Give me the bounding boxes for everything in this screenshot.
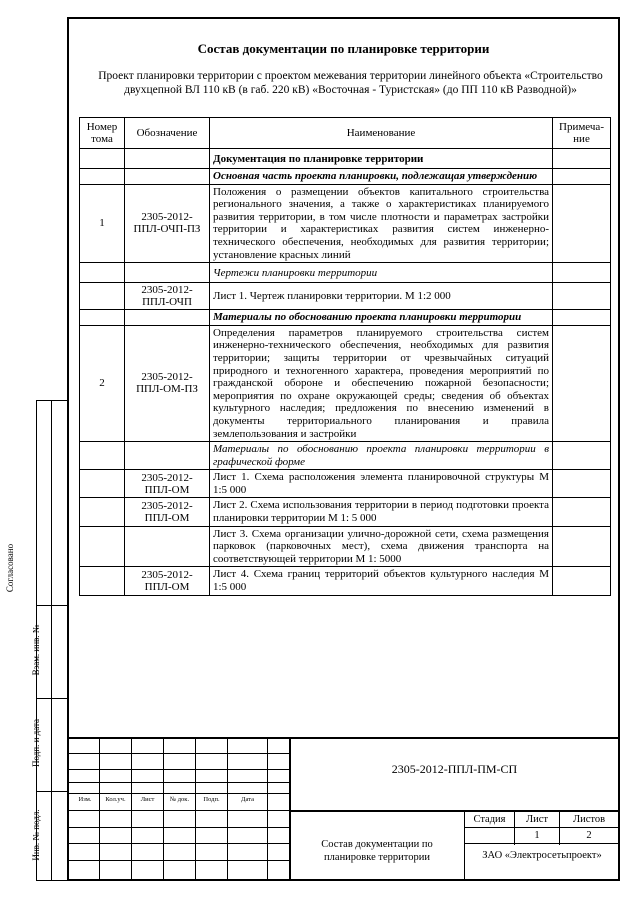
- header-tom: Номер тома: [80, 118, 125, 149]
- doc-code: 2305-2012-ППЛ-ОЧП: [125, 283, 210, 310]
- subsection-title: Основная часть проекта планировки, подлежащая утверждению: [210, 169, 553, 185]
- vzam-inv-label: Взам. инв. №: [31, 624, 41, 676]
- side-line: [36, 791, 67, 792]
- table-row: [80, 263, 611, 283]
- table-row: [80, 325, 611, 441]
- side-strip: [31, 400, 67, 881]
- doc-name: Лист 4. Схема границ территорий объектов культурного наследия М 1:5 000: [210, 567, 553, 595]
- header-name: Наименование: [210, 118, 553, 149]
- doc-name: Определения параметров планируемого строительства систем инженерно-технического обеспечения, необходимых для развития территории; защиты территории от чрезвычайных ситуаций природного и техногенного характера, проведения мероприятий по гражданской обороне и обеспечению пожарной безопасности; мероприятия по охране окружающей среды; сведения об объектах культурного наследия; предложения по внесению изменений в документы территориального планирования и правила землепользования и застройки: [210, 325, 553, 441]
- subsection-title: Материалы по обоснованию проекта планировки территории в графической форме: [210, 442, 553, 470]
- inv-podl-label: Инв. № подл.: [31, 809, 41, 861]
- doc-code: 2305-2012-ППЛ-ОМ: [125, 498, 210, 526]
- list-label: Лист: [526, 814, 548, 825]
- doc-name: Лист 2. Схема использования территории в период подготовки проекта планировки территории М 1: 5 000: [210, 498, 553, 526]
- doc-code: 2305-2012-ППЛ-ОМ: [125, 567, 210, 595]
- stamp-line: [464, 843, 618, 844]
- stamp-line: [289, 737, 291, 881]
- table-row: [80, 470, 611, 498]
- podp-data-label: Подп. и дата: [31, 718, 41, 768]
- side-line: [36, 400, 67, 401]
- stadiya-label: Стадия: [473, 814, 506, 825]
- tom-number: 2: [80, 325, 125, 441]
- table-row: [80, 310, 611, 326]
- side-line: [36, 880, 67, 881]
- label-kol: Кол.уч.: [105, 796, 126, 803]
- label-ndok: № док.: [169, 796, 190, 803]
- stamp-line: [69, 782, 289, 783]
- organization-name: ЗАО «Электросетьпроект»: [482, 850, 602, 861]
- section-title: Документация по планировке территории: [210, 149, 553, 169]
- stamp-line: [464, 827, 618, 828]
- table-header: [80, 118, 611, 149]
- table-row: [80, 149, 611, 169]
- table-row: [80, 442, 611, 470]
- label-data: Дата: [241, 796, 254, 803]
- label-list: Лист: [140, 796, 155, 803]
- label-podp: Подп.: [203, 796, 220, 803]
- doc-name: Лист 1. Чертеж планировки территории. М 1:2 000: [210, 283, 553, 310]
- side-line: [36, 605, 67, 606]
- doc-name: Лист 3. Схема организации улично-дорожной сети, схема размещения парковок (парковочных мест), схема движения транспорта на соответствующей территории М 1: 5000: [210, 526, 553, 567]
- doc-name: Положения о размещении объектов капитального строительства регионального значения, а также о характеристиках планируемого развития территории, в том числе плотности и параметрах застройки территории и характеристиках развития систем инженерно-технического обеспечения, необходимых для развития территории; установление красных линий: [210, 184, 553, 263]
- stamp-line: [69, 769, 289, 770]
- table-row: [80, 526, 611, 567]
- stamp-line: [69, 843, 289, 844]
- listov-value: 2: [586, 830, 592, 841]
- page-frame: [67, 17, 620, 881]
- doc-code: 2305-2012-ППЛ-ОМ-ПЗ: [125, 325, 210, 441]
- header-oboz: Обозначение: [125, 118, 210, 149]
- soglasovano-label: Согласовано: [5, 543, 15, 593]
- page-title: Состав документации по планировке территории: [197, 41, 490, 56]
- stamp-line: [69, 810, 289, 811]
- listov-label: Листов: [572, 814, 606, 825]
- header-prim: Примеча-ние: [553, 118, 611, 149]
- stamp-line: [69, 860, 289, 861]
- document-name: Состав документации по планировке территории: [321, 839, 433, 863]
- table-row: [80, 283, 611, 310]
- subsection-title: Чертежи планировки территории: [210, 263, 553, 283]
- doc-code: 2305-2012-ППЛ-ОЧП-ПЗ: [125, 184, 210, 263]
- table-row: [80, 184, 611, 263]
- side-line: [51, 400, 52, 881]
- doc-name: Лист 1. Схема расположения элемента планировочной структуры М 1:5 000: [210, 470, 553, 498]
- table-row: [80, 498, 611, 526]
- doc-code: 2305-2012-ППЛ-ОМ: [125, 470, 210, 498]
- documents-table: [79, 117, 611, 596]
- tom-number: 1: [80, 184, 125, 263]
- title-block: [69, 737, 618, 881]
- subsection-title: Материалы по обоснованию проекта планировки территории: [210, 310, 553, 326]
- stamp-line: [69, 753, 289, 754]
- stamp-line: [289, 810, 618, 812]
- stamp-line: [69, 827, 289, 828]
- side-line: [36, 698, 67, 699]
- list-value: 1: [534, 830, 540, 841]
- table-row: [80, 567, 611, 595]
- stamp-line: [69, 737, 618, 739]
- stamp-line: [69, 793, 289, 794]
- label-izm: Изм.: [78, 796, 92, 803]
- document-code: 2305-2012-ППЛ-ПМ-СП: [391, 762, 518, 776]
- table-row: [80, 169, 611, 185]
- page-subtitle: Проект планировки территории с проектом межевания территории линейного объекта «Строительство двухцепной ВЛ 110 кВ (в габ. 220 кВ) «Восточная - Туристская» (до ПП 110 кВ Разводной)»: [98, 70, 603, 96]
